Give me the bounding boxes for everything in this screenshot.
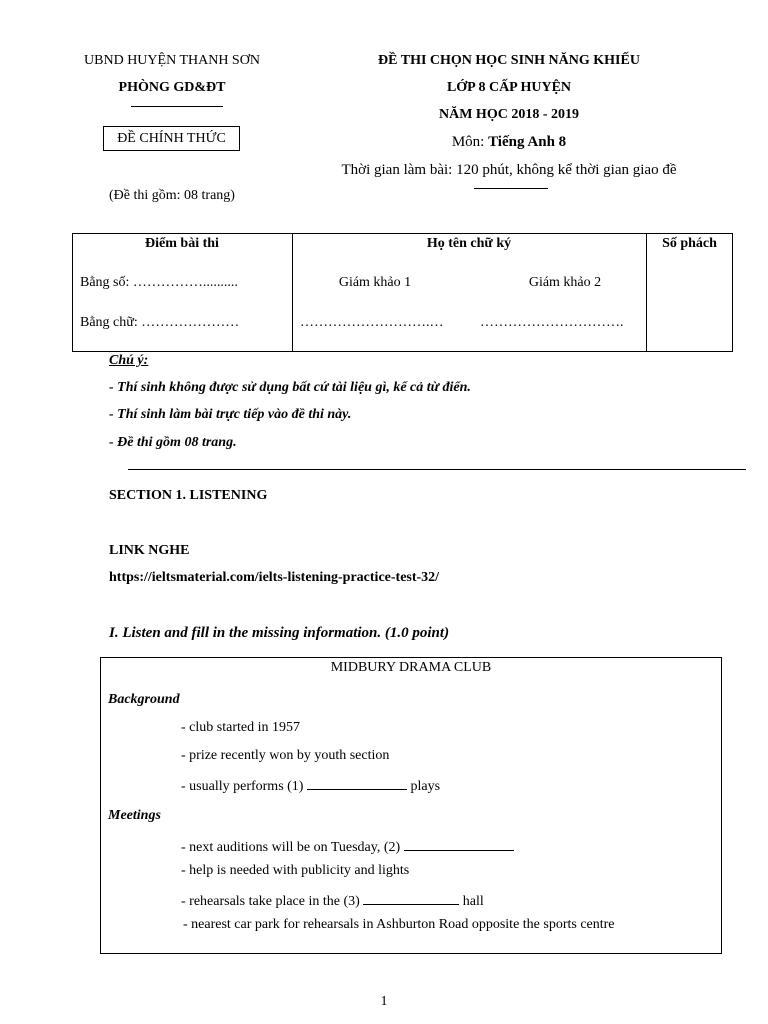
score-header: Điểm bài thi	[145, 236, 219, 251]
answer-blank-3[interactable]	[363, 890, 459, 905]
background-item-3-suffix: plays	[410, 779, 441, 794]
background-item-2: - prize recently won by youth section	[181, 748, 390, 763]
note-line-1: - Thí sinh không được sử dụng bất cứ tài liệu gì, kể cả từ điển.	[109, 380, 471, 395]
score-in-words: Bằng chữ: …………………	[80, 315, 240, 330]
meetings-heading: Meetings	[108, 808, 161, 823]
examiner-2-label: Giám khảo 2	[528, 275, 602, 290]
answer-blank-2[interactable]	[404, 836, 514, 851]
exam-title: ĐỀ THI CHỌN HỌC SINH NĂNG KHIẾU	[378, 53, 640, 68]
meetings-item-3-suffix: hall	[462, 894, 484, 909]
section-divider	[128, 469, 746, 470]
page-number: 1	[380, 994, 388, 1009]
examiner-1-label: Giám khảo 1	[338, 275, 412, 290]
answer-blank-1[interactable]	[307, 775, 407, 790]
official-exam-label: ĐỀ CHÍNH THỨC	[117, 131, 226, 146]
meetings-item-3-prefix: - rehearsals take place in the (3)	[181, 894, 360, 909]
link-label: LINK NGHE	[109, 543, 190, 558]
department-underline	[131, 106, 223, 107]
meetings-item-2: - help is needed with publicity and lights	[181, 863, 410, 878]
notes-title: Chú ý:	[109, 353, 149, 368]
section-title: SECTION 1. LISTENING	[109, 488, 268, 503]
listening-link[interactable]: https://ieltsmaterial.com/ielts-listening-practice-test-32/	[109, 570, 440, 585]
score-in-numbers: Bằng số: ……………..........	[80, 275, 238, 290]
task-instruction: I. Listen and fill in the missing information. (1.0 point)	[109, 625, 450, 641]
meetings-item-1	[181, 836, 514, 856]
examiner-2-signature: ………………………….	[480, 315, 624, 330]
time-note: Thời gian làm bài: 120 phút, không kể thời gian giao đề	[341, 162, 677, 178]
note-line-2: - Thí sinh làm bài trực tiếp vào đề thi này.	[109, 407, 352, 422]
background-heading: Background	[108, 692, 180, 707]
pages-note: (Đề thi gồm: 08 trang)	[109, 188, 235, 203]
meetings-item-1-prefix: - next auditions will be on Tuesday, (2)	[181, 840, 401, 855]
exam-grade: LỚP 8 CẤP HUYỆN	[446, 80, 572, 95]
secret-code-header: Số phách	[662, 236, 717, 251]
time-underline	[474, 188, 548, 189]
background-item-3-prefix: - usually performs (1)	[181, 779, 304, 794]
subject-label: Môn:	[451, 134, 485, 150]
meetings-item-4: - nearest car park for rehearsals in Ashburton Road opposite the sports centre	[183, 917, 615, 932]
form-title: MIDBURY DRAMA CLUB	[330, 660, 492, 675]
subject-value: Tiếng Anh 8	[488, 134, 567, 150]
subject-line	[300, 134, 718, 151]
background-item-3	[181, 775, 440, 795]
note-line-3: - Đề thi gồm 08 trang.	[109, 435, 237, 450]
department-name: PHÒNG GD&ĐT	[118, 80, 226, 95]
meetings-item-3	[181, 890, 484, 910]
school-year: NĂM HỌC 2018 - 2019	[439, 107, 579, 122]
official-exam-box	[103, 126, 240, 151]
background-item-1: - club started in 1957	[181, 720, 300, 735]
signature-header: Họ tên chữ ký	[426, 236, 512, 251]
examiner-1-signature: ……………………….…	[300, 315, 444, 330]
authority-name: UBND HUYỆN THANH SƠN	[84, 53, 260, 68]
